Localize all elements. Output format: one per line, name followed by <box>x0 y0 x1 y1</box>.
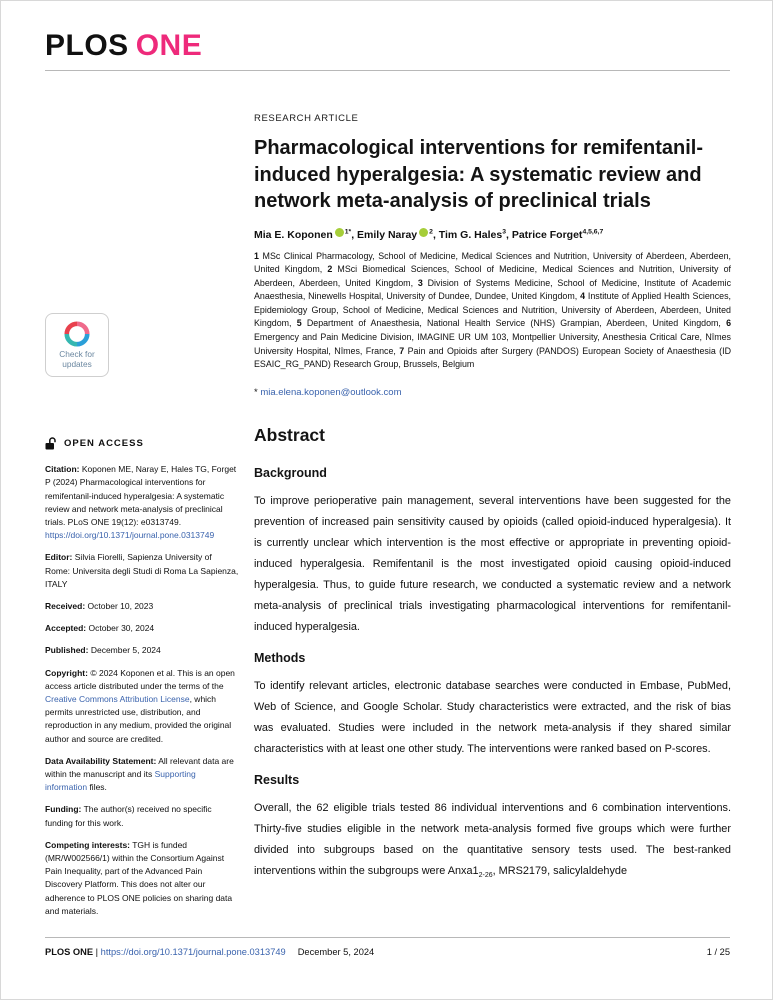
correspondence <box>254 387 731 398</box>
affiliation-number: 5 <box>296 318 302 329</box>
affiliation-text: Emergency and Pain Medicine Division, IMAGINE UR UM 103, Montpellier University, Anesthesia Critical Care, Nîmes University Hospital, Nîmes, France, <box>254 332 731 356</box>
author: Emily Naray $^2$, <box>357 228 439 241</box>
affiliation-text: Pain and Opioids after Surgery (PANDOS) European Society of Anaesthesia (ID ESAIC_RG_PAND) Research Group, Brussels, Belgium <box>254 345 731 370</box>
affiliation-number: 2 <box>327 264 333 275</box>
affiliation-number: 3 <box>417 277 423 288</box>
supporting-information-link[interactable]: Supporting information <box>45 769 196 793</box>
funding-block: Funding: The author(s) received no specific funding for this work. <box>45 804 212 828</box>
authors-line <box>254 228 731 241</box>
article <box>254 113 731 895</box>
citation-label: Citation: <box>45 464 80 475</box>
article-type: RESEARCH ARTICLE <box>254 113 359 124</box>
affiliation-text: Division of Systems Medicine, School of Medicine, Institute of Academic Anaesthesia, Ninewells Hospital, University of Dundee, Dundee, United Kingdom, <box>254 277 732 302</box>
background-heading: Background <box>254 465 327 480</box>
affiliations <box>254 250 731 372</box>
affiliation-text: Institute of Applied Health Sciences, Epidemiology Group, School of Medicine, Medical Sciences and Nutrition, University of Aberdeen, Aberdeen, United Kingdom, <box>254 291 732 329</box>
footer-doi-link[interactable]: https://doi.org/10.1371/journal.pone.0313749 <box>100 947 286 957</box>
affiliation-text: Department of Anaesthesia, National Health Service (NHS) Grampian, Aberdeen, United Kingdom, <box>306 318 721 329</box>
affiliation-number: 1 <box>254 250 259 261</box>
footer-date: December 5, 2024 <box>297 947 375 957</box>
author: Patrice Forget$^{4,5,6,7}$ <box>511 228 604 241</box>
open-access <box>45 437 239 450</box>
cc-license-link[interactable]: Creative Commons Attribution License <box>45 694 190 705</box>
crossmark-icon <box>64 321 90 347</box>
citation-doi-link[interactable]: https://doi.org/10.1371/journal.pone.0313749 <box>45 530 215 541</box>
subscript: 2-26 <box>478 872 493 880</box>
author: Tim G. Hales$^3$, <box>438 228 512 241</box>
abstract-heading: Abstract <box>254 424 325 445</box>
header-divider <box>45 70 730 71</box>
published-block: Published: December 5, 2024 <box>45 645 161 656</box>
accepted-block: Accepted: October 30, 2024 <box>45 623 155 634</box>
methods-paragraph: To identify relevant articles, electronic database searches were conducted in Embase, PubMed, Web of Science, and Google Scholar. Study characteristics were extracted, and the risk of bias was evaluated. Studies were included in the network meta-analysis if they shared similar characteristics with at least one other study. The interventions were ranked based on P-scores. <box>254 679 731 755</box>
affiliation-number: 6 <box>726 318 732 329</box>
background-paragraph: To improve perioperative pain management, several interventions have been suggested for the prevention of increased pain sensitivity caused by opioids (called opioid-induced hyperalgesia). It is currently unclear which intervention is the most effective or appropriate in preventing opioid-induced hyperalgesia. Remifentanil is the most investigated opioid causing opioid-induced hyperalgesia. Thus, to guide future research, we conducted a systematic review and a network meta-analysis of preclinical trials investigating pharmacological interventions for remifentanil-induced hyperalgesia. <box>254 494 731 633</box>
footer-journal: PLOS ONE <box>45 947 94 957</box>
results-paragraph: Overall, the 62 eligible trials tested 86 individual interventions and 6 combination interventions. Thirty-five studies eligible in the network meta-analysis formed five groups which were further divided into subgroups based on the quantitative sensory tests used. The best-ranked interventions within the subgroups were $Anxa1_{2-26}$, MRS2179, salicylaldehyde <box>254 801 731 880</box>
citation-text: Koponen ME, Naray E, Hales TG, Forget P (2024) Pharmacological interventions for remifentanil-induced hyperalgesia: A systematic review and network meta-analysis of preclinical trials. PLoS ONE 19(12): e0313749. <box>45 464 237 528</box>
affiliation-number: 4 <box>580 291 586 302</box>
citation-block <box>45 463 239 542</box>
footer-page-number: 1 / 25 <box>706 947 730 957</box>
affiliation-text: MSci Biomedical Sciences, School of Medicine, Medical Sciences and Nutrition, University of Aberdeen, Aberdeen, United Kingdom, <box>254 264 731 288</box>
results-heading: Results <box>254 772 300 787</box>
open-lock-icon <box>45 437 57 450</box>
check-for-updates-badge[interactable] <box>45 313 109 377</box>
logo-plos: PLOS <box>45 29 129 62</box>
footer-left <box>45 947 374 957</box>
open-access-label: OPEN ACCESS <box>64 438 144 449</box>
page-footer <box>45 937 730 957</box>
copyright-block: Copyright: © 2024 Koponen et al. This is an open access article distributed under the terms of the Creative Commons Attribution License, which permits unrestricted use, distribution, and reproduction in any medium, provided the original author and source are credited. <box>45 667 235 744</box>
logo-one: ONE <box>135 29 203 62</box>
orcid-icon[interactable] <box>419 228 428 237</box>
article-title: Pharmacological interventions for remifentanil-induced hyperalgesia: A systematic review and network meta-analysis of preclinical trials <box>254 137 703 212</box>
footer-separator: | <box>95 947 99 957</box>
correspondence-email-link[interactable]: mia.elena.koponen@outlook.com <box>260 386 402 398</box>
plos-one-logo <box>45 29 202 63</box>
sidebar <box>45 313 239 927</box>
received-block: Received: October 10, 2023 <box>45 601 154 612</box>
orcid-icon[interactable] <box>335 228 344 237</box>
competing-interests-block: Competing interests: TGH is funded (MR/W002566/1) within the Consortium Against Pain Inequality, part of the Advanced Pain Discovery Platform. This does not alter our adherence to PLOS ONE policies on sharing data and materials. <box>45 839 233 916</box>
methods-heading: Methods <box>254 650 306 665</box>
editor-label: Editor: <box>45 552 73 563</box>
affiliation-number: 7 <box>399 345 405 356</box>
editor-block: Editor: Silvia Fiorelli, Sapienza University of Rome: Universita degli Studi di Roma La Sapienza, ITALY <box>45 552 239 589</box>
data-availability-block: Data Availability Statement: All relevant data are within the manuscript and its Supporting information files. <box>45 755 234 793</box>
correspondence-mark: * <box>254 386 258 398</box>
check-for-updates-label: Check for updates <box>59 349 95 369</box>
affiliation-text: MSc Clinical Pharmacology, School of Medicine, Medical Sciences and Nutrition, University of Aberdeen, Aberdeen, United Kingdom, <box>254 250 732 275</box>
author: Mia E. Koponen $^{1*}$, <box>254 228 358 241</box>
